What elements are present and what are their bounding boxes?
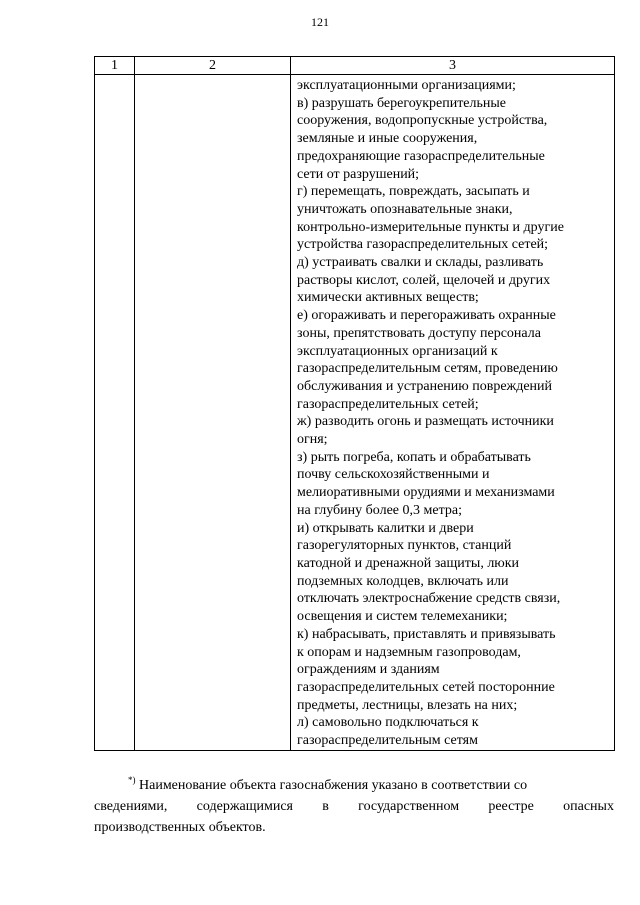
text-line: сооружения, водопропускные устройства, xyxy=(297,113,548,129)
text-line: мелиоративными орудиями и механизмами xyxy=(297,485,555,501)
text-line: газораспределительным сетям, проведению xyxy=(297,361,558,377)
text-line: химически активных веществ; xyxy=(297,290,479,306)
text-line: эксплуатационными организациями; xyxy=(297,78,516,93)
text-line: к опорам и надземным газопроводам, xyxy=(297,644,521,660)
table-header-col-1: 1 xyxy=(95,57,135,75)
table-cell-col-3 xyxy=(291,75,615,751)
text-line: д) устраивать свалки и склады, разливать xyxy=(297,255,544,271)
text-line: контрольно-измерительные пункты и другие xyxy=(297,219,564,235)
table-cell-col-2 xyxy=(135,75,291,751)
text-line: л) самовольно подключаться к xyxy=(297,715,479,731)
requirements-table xyxy=(94,56,615,751)
text-line: устройства газораспределительных сетей; xyxy=(297,237,549,253)
table-cell-col-1 xyxy=(95,75,135,751)
footnote-marker: *) xyxy=(128,775,136,785)
table-row xyxy=(95,75,615,751)
text-line: отключать электроснабжение средств связи, xyxy=(297,591,561,607)
table-header-col-3: 3 xyxy=(291,57,615,75)
text-line: газораспределительных сетей; xyxy=(297,396,479,412)
text-line: эксплуатационных организаций к xyxy=(297,343,498,359)
text-line: сети от разрушений; xyxy=(297,166,420,182)
text-line: катодной и дренажной защиты, люки xyxy=(297,555,520,571)
text-line: е) огораживать и перегораживать охранные xyxy=(297,308,556,324)
table-header-col-2: 2 xyxy=(135,57,291,75)
footnote-word: государственном xyxy=(358,799,460,814)
text-line: газорегуляторных пунктов, станций xyxy=(297,538,512,554)
footnote-word: опасных xyxy=(563,799,614,814)
text-line: почву сельскохозяйственными и xyxy=(297,467,490,483)
text-line: и) открывать калитки и двери xyxy=(297,520,474,536)
text-line: к) набрасывать, приставлять и привязывать xyxy=(297,626,556,642)
text-line: газораспределительным сетям xyxy=(297,733,478,749)
text-line: освещения и систем телемеханики; xyxy=(297,609,508,625)
text-line: растворы кислот, солей, щелочей и других xyxy=(297,272,551,288)
footnote xyxy=(94,770,614,838)
footnote-word: содержащимися xyxy=(196,799,293,814)
text-line: предохраняющие газораспределительные xyxy=(297,148,545,164)
text-line: уничтожать опознавательные знаки, xyxy=(297,201,513,217)
text-line: земляные и иные сооружения, xyxy=(297,131,478,147)
footnote-word: реестре xyxy=(488,799,534,814)
page-number: 121 xyxy=(311,15,329,29)
text-line: зоны, препятствовать доступу персонала xyxy=(297,325,541,341)
text-line: обслуживания и устранению повреждений xyxy=(297,378,553,394)
table-header-row xyxy=(95,57,615,75)
text-line: г) перемещать, повреждать, засыпать и xyxy=(297,184,530,200)
footnote-word: в xyxy=(322,799,329,814)
text-line: ограждениям и зданиям xyxy=(297,662,440,678)
text-line: огня; xyxy=(297,432,328,448)
text-line: з) рыть погреба, копать и обрабатывать xyxy=(297,449,531,465)
restrictions-text xyxy=(291,75,614,750)
text-line: на глубину более 0,3 метра; xyxy=(297,502,462,518)
footnote-text-1: Наименование объекта газоснабжения указано в соответствии со xyxy=(139,778,528,793)
text-line: газораспределительных сетей посторонние xyxy=(297,679,555,695)
footnote-word: сведениями, xyxy=(94,799,168,814)
footnote-line-2 xyxy=(94,796,614,817)
footnote-line-3: производственных объектов. xyxy=(94,820,266,835)
text-line: в) разрушать берегоукрепительные xyxy=(297,95,507,111)
text-line: ж) разводить огонь и размещать источники xyxy=(297,414,554,430)
text-line: предметы, лестницы, влезать на них; xyxy=(297,697,518,713)
text-line: подземных колодцев, включать или xyxy=(297,573,509,589)
footnote-line-1 xyxy=(94,770,614,796)
